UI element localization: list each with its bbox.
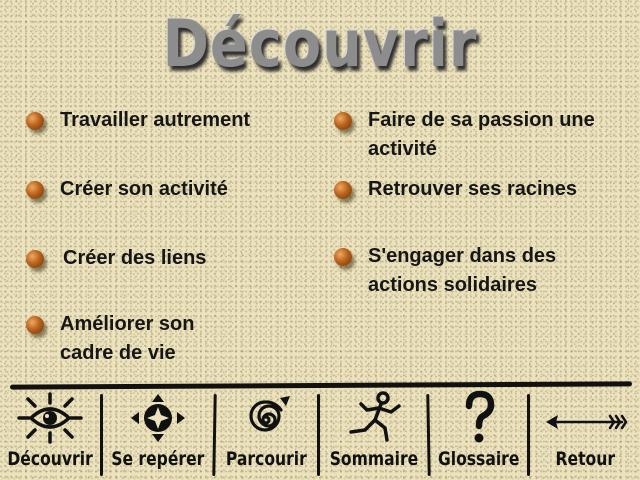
nav-label: Parcourir — [226, 448, 307, 470]
menu-item-label: Créer des liens — [63, 247, 207, 269]
bullet-icon — [334, 248, 352, 266]
nav-label: Retour — [555, 448, 615, 470]
bullet-icon — [334, 112, 352, 130]
arrow-left-icon — [540, 390, 630, 446]
bullet-icon — [334, 181, 352, 199]
menu-item-ameliorer-cadre-de-vie[interactable] — [26, 313, 250, 368]
nav-glossaire-button[interactable] — [430, 390, 527, 480]
bullet-icon — [26, 181, 44, 199]
nav-decouvrir-button[interactable] — [0, 390, 100, 480]
sun-eye-icon — [13, 390, 87, 446]
bullet-icon — [26, 250, 44, 268]
menu-item-retrouver-racines[interactable] — [334, 178, 638, 204]
menu-item-label: Améliorer son cadre de vie — [60, 313, 195, 364]
menu-item-actions-solidaires[interactable] — [334, 245, 618, 300]
nav-retour-button[interactable] — [530, 390, 640, 480]
nav-divider — [10, 381, 632, 389]
menu-item-creer-son-activite[interactable] — [26, 178, 310, 204]
menu-item-creer-des-liens[interactable] — [26, 247, 313, 273]
nav-label: Se repérer — [111, 448, 205, 470]
menu-item-label: Retrouver ses racines — [368, 178, 578, 200]
spiral-icon — [236, 390, 298, 446]
running-figure-icon — [339, 390, 409, 446]
nav-se-reperer-button[interactable] — [103, 390, 213, 480]
nav-label: Glossaire — [437, 448, 520, 470]
bullet-icon — [26, 112, 44, 130]
question-mark-icon — [459, 390, 499, 446]
menu-item-label: S'engager dans des actions solidaires — [368, 245, 557, 296]
bullet-icon — [26, 316, 44, 334]
nav-sommaire-button[interactable] — [320, 390, 427, 480]
menu-item-travailler-autrement[interactable] — [26, 109, 310, 135]
nav-label: Découvrir — [7, 448, 93, 470]
compass-icon — [123, 390, 193, 446]
nav-label: Sommaire — [329, 448, 418, 470]
menu-item-label: Créer son activité — [60, 178, 228, 200]
menu-item-label: Faire de sa passion une activité — [368, 109, 595, 160]
menu-item-passion-activite[interactable] — [334, 109, 618, 164]
page-title: Découvrir — [162, 5, 478, 82]
bottom-nav — [0, 390, 640, 480]
nav-parcourir-button[interactable] — [216, 390, 317, 480]
menu-item-label: Travailler autrement — [60, 109, 251, 131]
